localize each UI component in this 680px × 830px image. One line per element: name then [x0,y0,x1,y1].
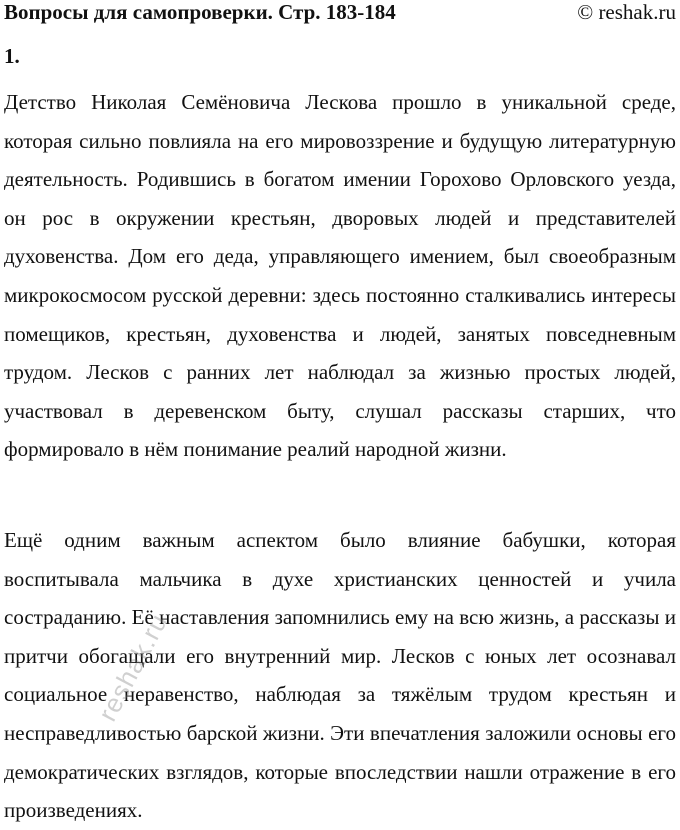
watermark: reshak.ru [92,608,174,727]
page-title: Вопросы для самопроверки. Стр. 183-184 [4,0,396,24]
answer-paragraph-1: Детство Николая Семёновича Лескова прошло в уникальной среде, которая сильно повлияла на его мировоззрение и будущую литературную деятельность. Родившись в богатом имении Горохово Орловского уезда, он рос в окружении крестьян, дворовых людей и представителей духовенства. Дом его деда, управляющего имением, был своеобразным микрокосмосом русской деревни: здесь постоянно сталкивались интересы помещиков, крестьян, духовенства и людей, занятых повседневным трудом. Лесков с ранних лет наблюдал за жизнью простых людей, участвовал в деревенском быту, слушал рассказы старших, что формировало в нём понимание реалий народной жизни. [4,90,676,462]
question-number: 1. [4,44,20,68]
answer-paragraph-2: Ещё одним важным аспектом было влияние бабушки, которая воспитывала мальчика в духе христианских ценностей и учила состраданию. Её наставления запомнились ему на всю жизнь, а рассказы и притчи обогащали его внутренний мир. Лесков с юных лет осознавал социальное неравенство, наблюдая за тяжёлым трудом крестьян и несправедливостью барской жизни. Эти впечатления заложили основы его демократических взглядов, которые впоследствии нашли отражение в его произведениях. [4,528,676,823]
site-copyright: © reshak.ru [577,0,676,24]
page-header [4,0,676,26]
